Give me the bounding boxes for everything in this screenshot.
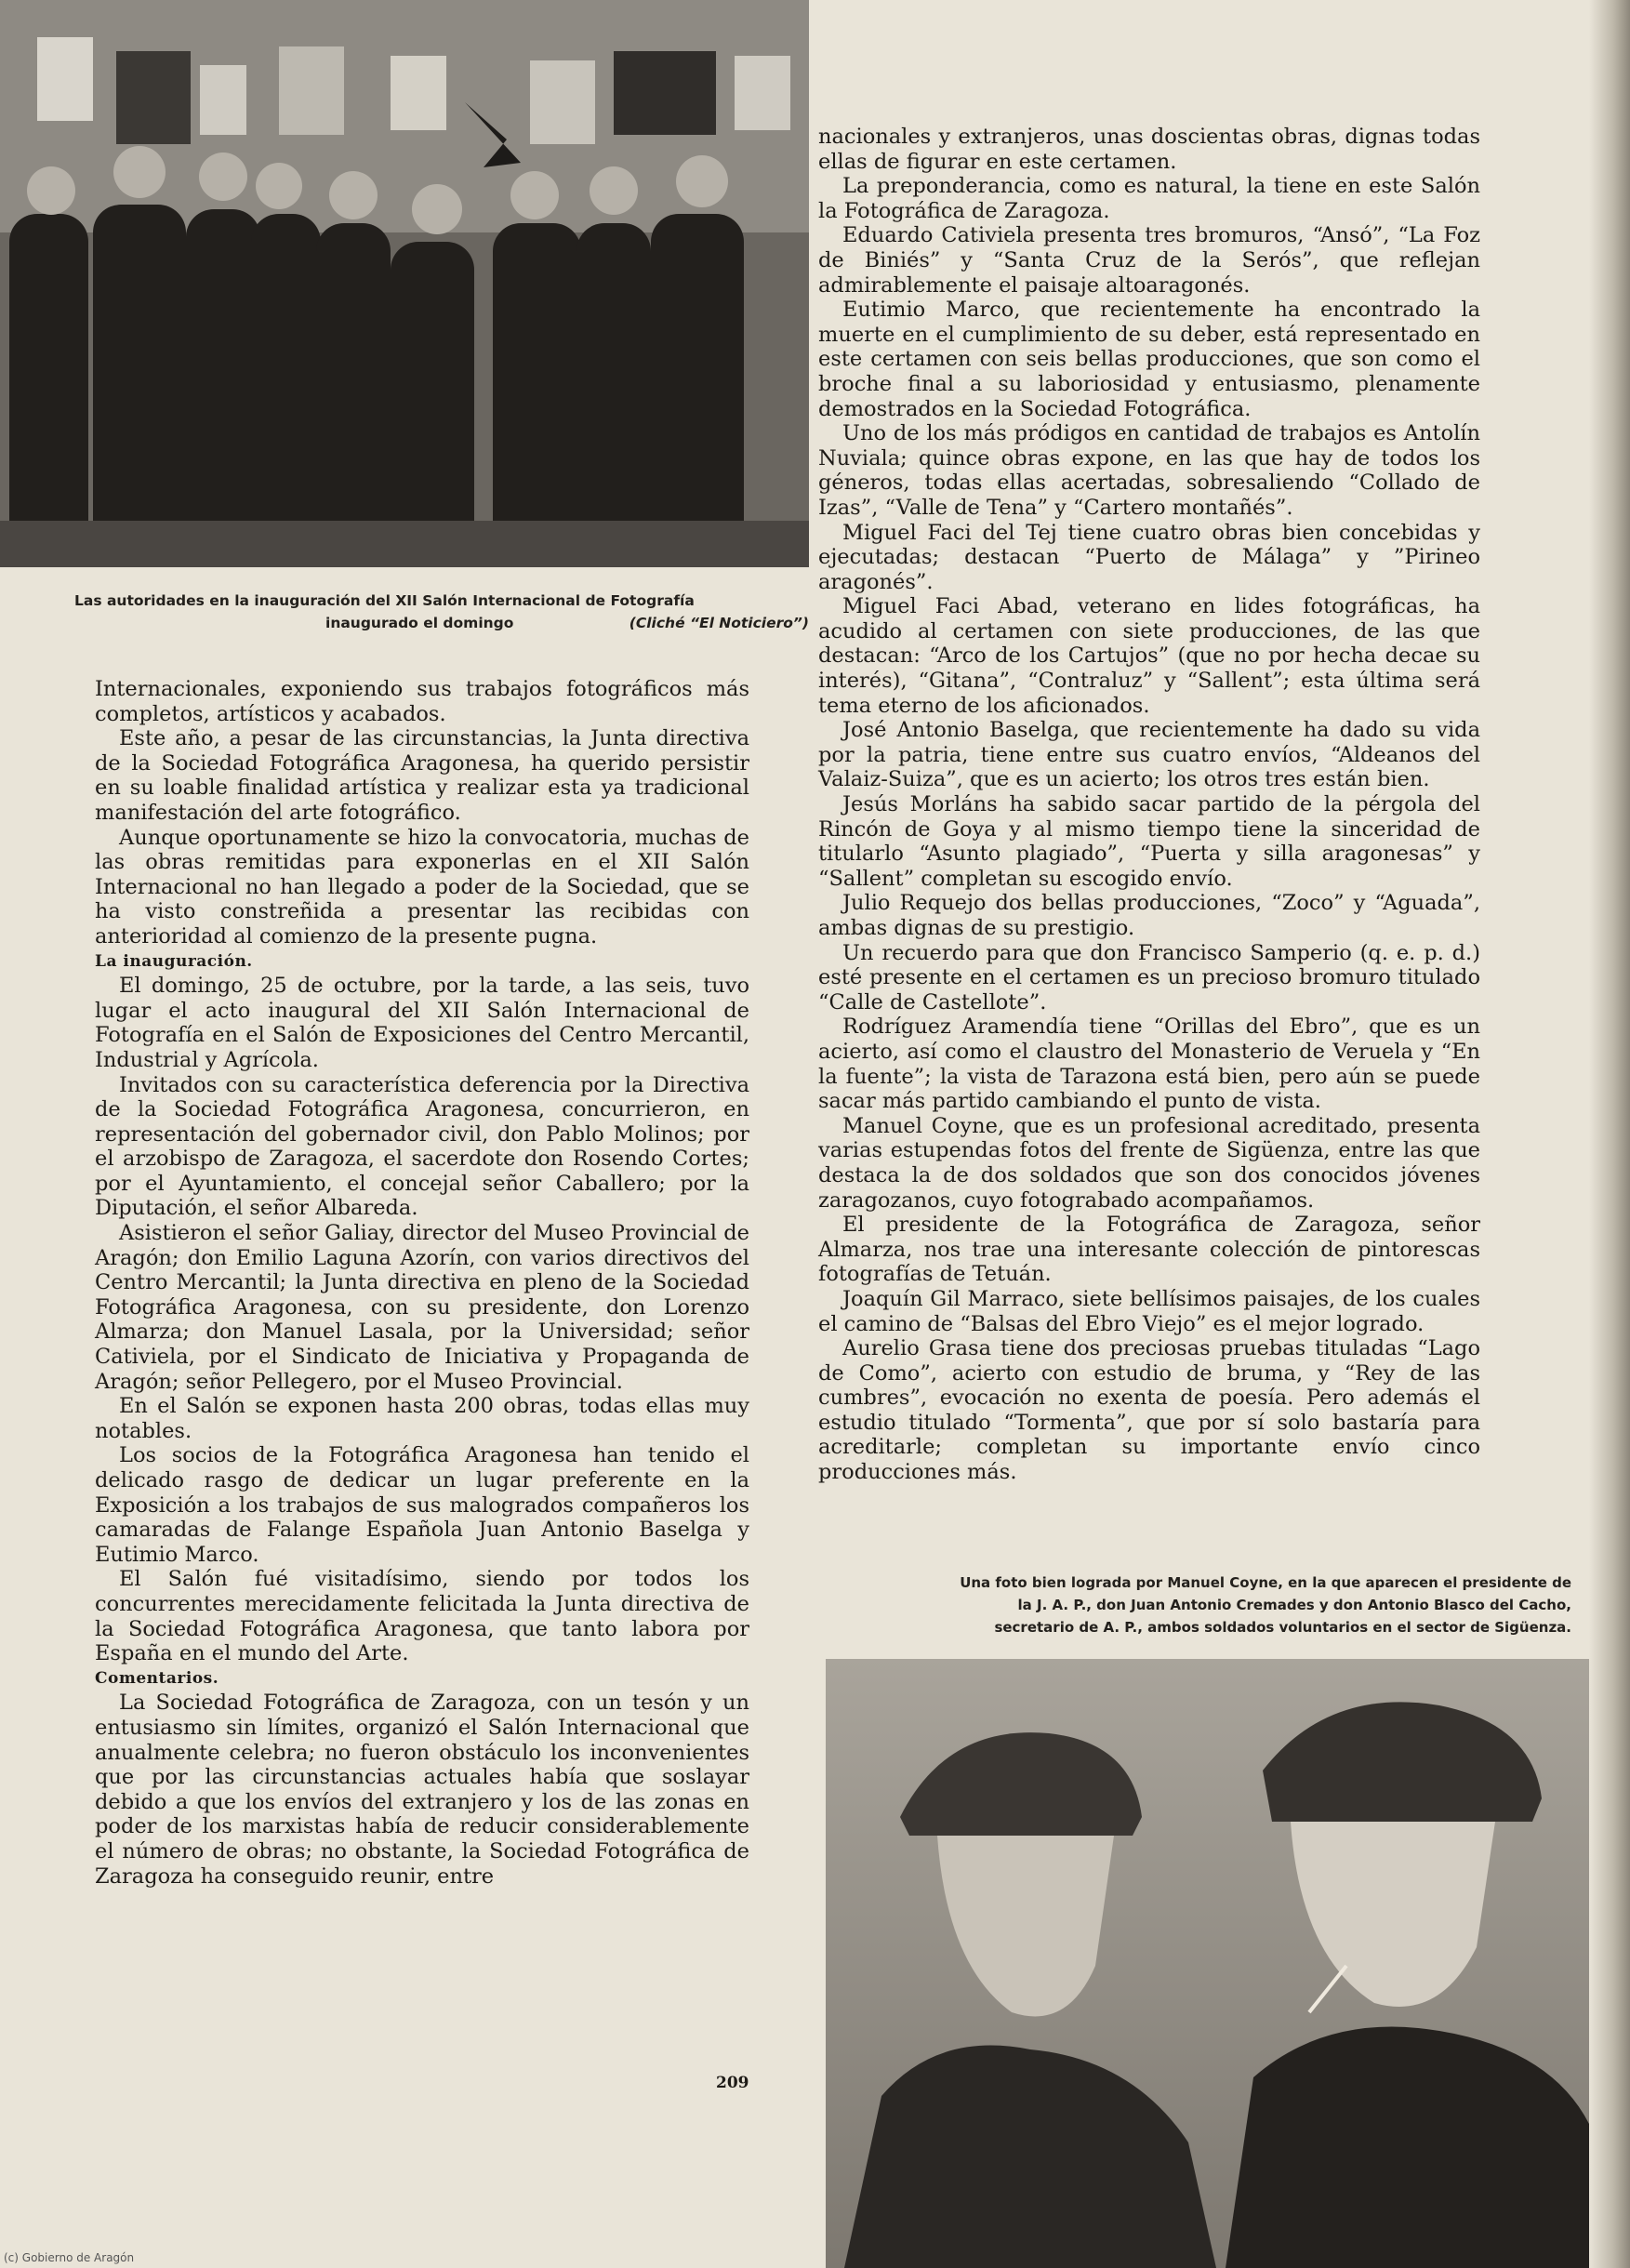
intro-paragraph: Aunque oportunamente se hizo la convocatoria, muchas de las obras remitidas para exponerlas en el XII Salón Internacional no han llegado a poder de la Sociedad, que se ha visto constreñida a presentar las recibidas con anterioridad al comienzo de la presente pugna.	[95, 825, 749, 948]
left-column	[95, 677, 749, 1889]
body-paragraph: José Antonio Baselga, que recientemente ha dado su vida por la patria, tiene entre sus cuatro envíos, “Aldeanos del Valaiz-Suiza”, que es un acierto; los otros tres están bien.	[818, 718, 1480, 792]
bottom-caption-line3: secretario de A. P., ambos soldados voluntarios en el sector de Sigüenza.	[994, 1619, 1571, 1636]
body-paragraph: El domingo, 25 de octubre, por la tarde, a las seis, tuvo lugar el acto inaugural del XII Salón Internacional de Fotografía en el Salón de Exposiciones del Centro Mercantil, Industrial y Agrícola.	[95, 974, 749, 1072]
body-paragraph: Uno de los más pródigos en cantidad de trabajos es Antolín Nuviala; quince obras expone, en las que hay de todos los géneros, todas ellas acertadas, sobresaliendo “Collado de Izas”, “Valle de Tena” y “Cartero montañés”.	[818, 421, 1480, 520]
body-paragraph: Julio Requejo dos bellas producciones, “Zoco” y “Aguada”, ambas dignas de su prestigio.	[818, 891, 1480, 940]
body-paragraph: En el Salón se exponen hasta 200 obras, todas ellas muy notables.	[95, 1394, 749, 1443]
copyright-watermark: (c) Gobierno de Aragón	[4, 2251, 135, 2264]
section-heading-comentarios: Comentarios.	[95, 1668, 219, 1688]
photo-credit: (Cliché “El Noticiero”)	[629, 615, 809, 631]
body-paragraph: Manuel Coyne, que es un profesional acreditado, presenta varias estupendas fotos del frente de Sigüenza, entre las que destaca la de dos soldados que son dos conocidos jóvenes zaragozanos, cuyo fotograbado acompañamos.	[818, 1113, 1480, 1213]
body-paragraph: El presidente de la Fotográfica de Zaragoza, señor Almarza, nos trae una interesante colección de pintorescas fotografías de Tetuán.	[818, 1213, 1480, 1287]
body-paragraph: Joaquín Gil Marraco, siete bellísimos paisajes, de los cuales el camino de “Balsas del Ebro Viejo” es el mejor logrado.	[818, 1286, 1480, 1336]
right-column	[818, 125, 1480, 1485]
body-paragraph: Los socios de la Fotográfica Aragonesa han tenido el delicado rasgo de dedicar un lugar preferente en la Exposición a los trabajos de sus malogrados compañeros los camaradas de Falange Española Juan Antonio Baselga y Eutimio Marco.	[95, 1443, 749, 1567]
soldiers-photo	[826, 1659, 1589, 2268]
page-spine-shadow	[1589, 0, 1630, 2268]
top-photo-caption	[74, 590, 809, 634]
body-paragraph: Miguel Faci Abad, veterano en lides fotográficas, ha acudido al certamen con siete producciones, de las que destacan: “Arco de los Cartujos” (que no por hecha decae su interés), “Gitana”, “Contraluz” y “Sallent”; esta última será tema eterno de los aficionados.	[818, 594, 1480, 718]
group-photo-illustration	[0, 0, 809, 567]
body-paragraph: Invitados con su característica deferencia por la Directiva de la Sociedad Fotográfica Aragonesa, concurrieron, en representación del gobernador civil, don Pablo Molinos; por el arzobispo de Zaragoza, el sacerdote don Rosendo Cortes; por el Ayuntamiento, el concejal señor Caballero; por la Diputación, el señor Albareda.	[95, 1072, 749, 1221]
body-paragraph: Asistieron el señor Galiay, director del Museo Provincial de Aragón; don Emilio Laguna Azorín, con varios directivos del Centro Mercantil; la Junta directiva en pleno de la Sociedad Fotográfica Aragonesa, con su presidente, don Lorenzo Almarza; don Manuel Lasala, por la Universidad; señor Cativiela, por el Sindicato de Iniciativa y Propaganda de Aragón; señor Pellegero, por el Museo Provincial.	[95, 1221, 749, 1394]
authorities-group-photo	[0, 0, 809, 567]
body-paragraph: Eduardo Cativiela presenta tres bromuros, “Ansó”, “La Foz de Biniés” y “Santa Cruz de la Serós”, que reflejan admirablemente el paisaje altoaragonés.	[818, 223, 1480, 298]
body-paragraph: El Salón fué visitadísimo, siendo por todos los concurrentes merecidamente felicitada la Junta directiva de la Sociedad Fotográfica Aragonesa, que tanto labora por España en el mundo del Arte.	[95, 1567, 749, 1666]
bottom-caption-line1: Una foto bien lograda por Manuel Coyne, en la que aparecen el presidente de	[960, 1574, 1571, 1591]
body-paragraph: Un recuerdo para que don Francisco Samperio (q. e. p. d.) esté presente en el certamen es un precioso bromuro titulado “Calle de Castellote”.	[818, 940, 1480, 1015]
body-paragraph: nacionales y extranjeros, unas doscientas obras, dignas todas ellas de figurar en este certamen.	[818, 125, 1480, 174]
body-paragraph: Miguel Faci del Tej tiene cuatro obras bien concebidas y ejecutadas; destacan “Puerto de Málaga” y ”Pirineo aragonés”.	[818, 520, 1480, 594]
page-number: 209	[716, 2074, 749, 2092]
bottom-caption-line2: la J. A. P., don Juan Antonio Cremades y don Antonio Blasco del Cacho,	[1017, 1597, 1571, 1613]
intro-paragraph: Internacionales, exponiendo sus trabajos fotográficos más completos, artísticos y acabados.	[95, 677, 749, 726]
body-paragraph: La Sociedad Fotográfica de Zaragoza, con un tesón y un entusiasmo sin límites, organizó el Salón Internacional que anualmente celebra; no fueron obstáculo los inconvenientes que por las circunstancias actuales había que soslayar debido a que los envíos del extranjero y los de las zonas en poder de los marxistas había de reducir considerablemente el número de obras; no obstante, la Sociedad Fotográfica de Zaragoza ha conseguido reunir, entre	[95, 1691, 749, 1889]
soldiers-photo-illustration	[826, 1659, 1589, 2268]
body-paragraph: Eutimio Marco, que recientemente ha encontrado la muerte en el cumplimiento de su deber, está representado en este certamen con seis bellas producciones, que son como el broche final a su laboriosidad y entusiasmo, plenamente demostrados en la Sociedad Fotográfica.	[818, 298, 1480, 421]
intro-paragraph: Este año, a pesar de las circunstancias, la Junta directiva de la Sociedad Fotográfica Aragonesa, ha querido persistir en su loable finalidad artística y realizar esta ya tradicional manifestación del arte fotográfico.	[95, 726, 749, 825]
section-heading-inauguracion: La inauguración.	[95, 951, 253, 971]
body-paragraph: Aurelio Grasa tiene dos preciosas pruebas tituladas “Lago de Como”, acierto con estudio de bruma, y “Rey de las cumbres”, evocación no exenta de poesía. Pero además el estudio titulado “Tormenta”, que por sí solo bastaría para acreditarle; completan su importante envío cinco producciones más.	[818, 1336, 1480, 1485]
top-caption-line1: Las autoridades en la inauguración del XII Salón Internacional de Fotografía	[74, 592, 695, 609]
body-paragraph: Rodríguez Aramendía tiene “Orillas del Ebro”, que es un acierto, así como el claustro del Monasterio de Veruela y “En la fuente”; la vista de Tarazona está bien, pero aún se puede sacar más partido cambiando el punto de vista.	[818, 1015, 1480, 1114]
top-caption-line2: inaugurado el domingo	[325, 615, 514, 631]
body-paragraph: La preponderancia, como es natural, la tiene en este Salón la Fotográfica de Zaragoza.	[818, 174, 1480, 223]
body-paragraph: Jesús Morláns ha sabido sacar partido de la pérgola del Rincón de Goya y al mismo tiempo tiene la sinceridad de titularlo “Asunto plagiado”, “Puerta y silla aragonesas” y “Sallent” completan su escogido envío.	[818, 792, 1480, 891]
bottom-photo-caption	[893, 1572, 1571, 1638]
